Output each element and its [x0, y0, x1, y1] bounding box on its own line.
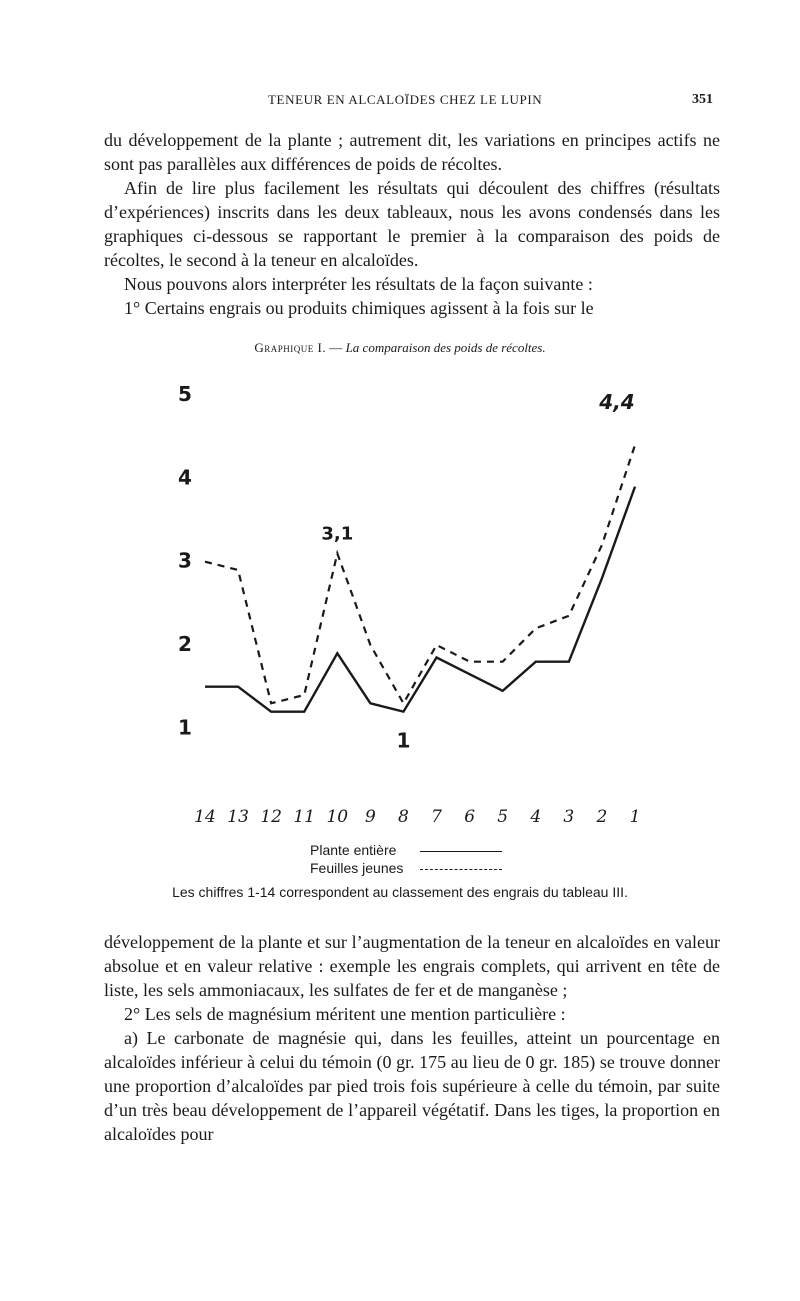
x-tick-label: 10: [326, 807, 349, 827]
x-tick-label: 13: [227, 807, 249, 827]
annotation-label: 3,1: [321, 523, 354, 545]
legend-label: Feuilles jeunes: [310, 860, 404, 876]
figure-caption: [0, 340, 800, 356]
legend-label: Plante entière: [310, 842, 397, 858]
x-tick-label: 2: [596, 807, 608, 827]
running-title: TENEUR EN ALCALOÏDES CHEZ LE LUPIN: [268, 92, 543, 107]
x-tick-label: 1: [629, 807, 641, 827]
series-line-plante-entiere: [205, 487, 635, 712]
y-tick-label: 4: [178, 465, 192, 490]
legend-swatch-solid: [420, 851, 502, 852]
running-header: [0, 92, 800, 114]
line-chart: [150, 360, 670, 840]
x-tick-label: 4: [530, 807, 542, 827]
caption-separator: —: [326, 340, 346, 355]
paragraph: 1° Certains engrais ou produits chimiques agissent à la fois sur le: [124, 298, 594, 318]
body-text-top: [104, 128, 720, 320]
paragraph: 2° Les sels de magnésium méritent une mention particulière :: [124, 1004, 566, 1024]
body-text-bottom: [104, 930, 720, 1146]
figure-title: La comparaison des poids de récoltes.: [345, 340, 546, 355]
y-tick-label: 3: [178, 548, 192, 573]
x-tick-label: 6: [464, 807, 476, 827]
page-number: 351: [692, 92, 713, 107]
chart-legend: [310, 842, 403, 878]
x-tick-label: 11: [293, 807, 316, 827]
paragraph: Afin de lire plus facilement les résultats qui découlent des chiffres (résultats d’expériences) inscrits dans les deux tableaux, nous les avons condensés dans les graphiques ci-dessous se rapportant le premier à la comparaison des poids de récoltes, le second à la teneur en alcaloïdes.: [104, 178, 720, 270]
x-tick-label: 5: [497, 807, 509, 827]
paragraph: développement de la plante et sur l’augmentation de la teneur en alcaloïdes en valeur absolue et en valeur relative : exemple les engrais complets, qui arrivent en tête de liste, les sels ammoniacaux, les sulfates de fer et de manganèse ;: [104, 932, 720, 1000]
y-tick-label: 2: [178, 632, 192, 656]
x-tick-label: 3: [563, 807, 575, 827]
series-line-feuilles-jeunes: [205, 445, 635, 703]
y-tick-label: 5: [178, 382, 192, 406]
x-tick-label: 12: [260, 807, 282, 827]
x-tick-label: 8: [398, 807, 409, 827]
legend-swatch-dashed: [420, 869, 502, 870]
annotation-label: 4,4: [599, 390, 635, 414]
x-tick-label: 7: [431, 807, 442, 827]
figure-label: Graphique I.: [254, 340, 327, 355]
paragraph: a) Le carbonate de magnésie qui, dans les feuilles, atteint un pourcentage en alcaloïdes inférieur à celui du témoin (0 gr. 175 au lieu de 0 gr. 185) se trouve donner une proportion d’alcaloïdes par pied trois fois supérieure à celle du témoin, par suite d’un très beau développement de l’appareil végétatif. Dans les tiges, la proportion en alcaloïdes pour: [104, 1028, 720, 1144]
figure-note: Les chiffres 1-14 correspondent au classement des engrais du tableau III.: [172, 884, 628, 900]
paragraph: du développement de la plante ; autrement dit, les variations en principes actifs ne sont pas parallèles aux différences de poids de récoltes.: [104, 130, 720, 174]
annotation-label: 1: [396, 728, 411, 753]
legend-item-dashed: [310, 860, 403, 878]
paragraph: Nous pouvons alors interpréter les résultats de la façon suivante :: [124, 274, 593, 294]
x-tick-label: 9: [364, 807, 376, 827]
x-tick-label: 14: [194, 807, 216, 827]
y-tick-label: 1: [178, 715, 192, 740]
legend-item-solid: [310, 842, 403, 860]
